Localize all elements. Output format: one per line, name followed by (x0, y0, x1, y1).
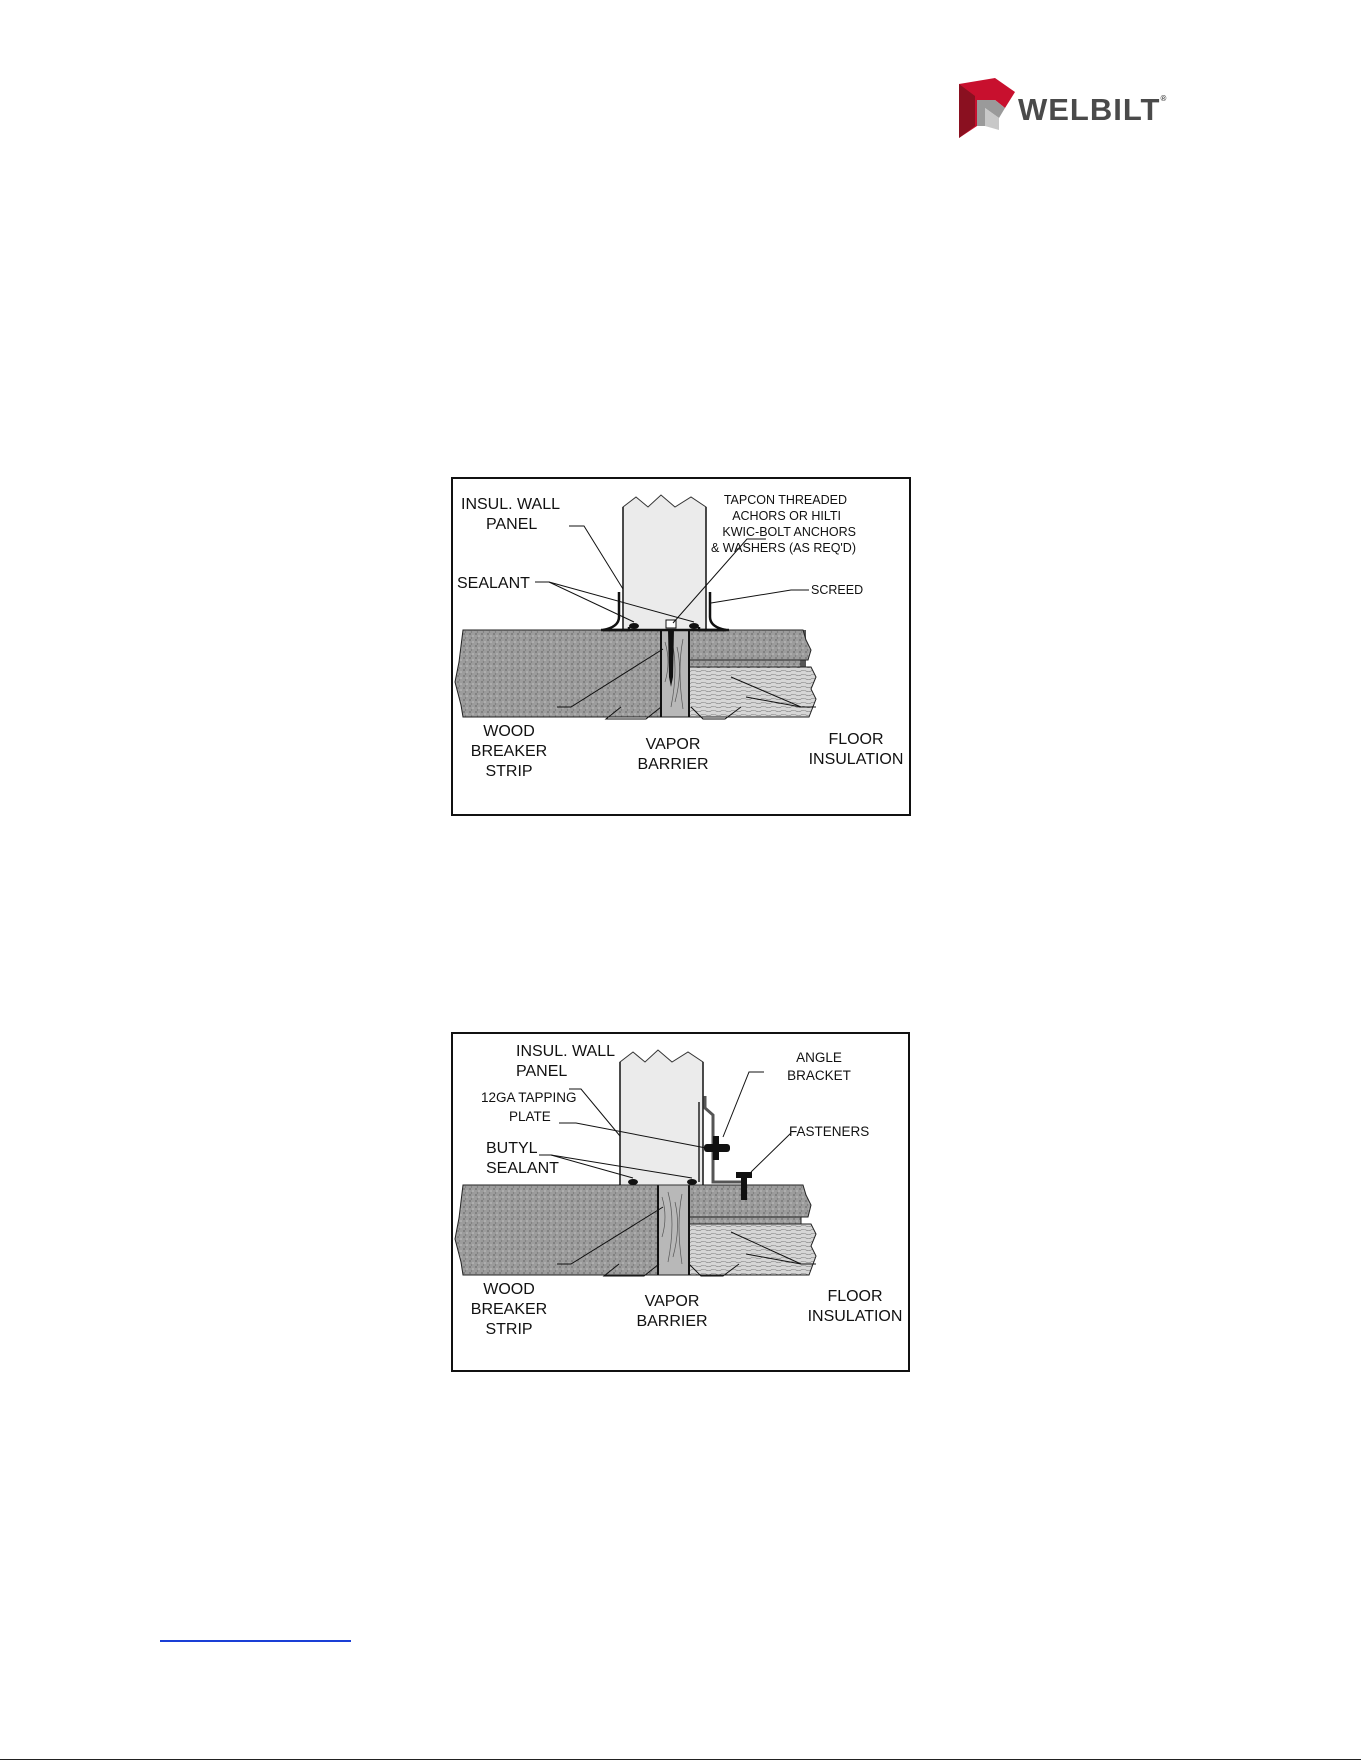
label-vapor: VAPOR (645, 736, 701, 753)
label-tapcon-1: TAPCON THREADED (723, 493, 847, 507)
label-strip: STRIP (485, 1321, 533, 1338)
label-sealant: SEALANT (486, 1160, 559, 1177)
label-floor: FLOOR (827, 1288, 883, 1305)
welbilt-wordmark: WELBILT® (1018, 92, 1167, 127)
label-insul-wall: INSUL. WALL (461, 496, 560, 513)
label-barrier: BARRIER (636, 1313, 708, 1330)
label-wood: WOOD (483, 1281, 535, 1298)
label-floor: FLOOR (828, 731, 884, 748)
label-tapping-plate-1: 12GA TAPPING (481, 1090, 577, 1105)
welbilt-logo-mark-icon (955, 78, 1015, 140)
label-tapcon-3: KWIC-BOLT ANCHORS (722, 525, 856, 539)
label-barrier: BARRIER (637, 756, 709, 773)
label-sealant: SEALANT (457, 575, 530, 592)
label-tapping-plate-2: PLATE (509, 1109, 551, 1124)
page-bottom-rule (0, 1759, 1361, 1760)
label-butyl: BUTYL (486, 1140, 538, 1157)
welbilt-logo (955, 78, 1180, 140)
label-strip: STRIP (485, 763, 533, 780)
label-insulation: INSULATION (808, 751, 904, 768)
label-panel: PANEL (486, 516, 538, 533)
label-breaker: BREAKER (470, 1301, 548, 1318)
label-fasteners: FASTENERS (789, 1124, 870, 1139)
label-wood: WOOD (483, 723, 535, 740)
label-panel: PANEL (516, 1063, 568, 1080)
label-insulation: INSULATION (807, 1308, 903, 1325)
label-bracket: BRACKET (787, 1068, 851, 1083)
footer-link-underline[interactable] (160, 1640, 351, 1642)
label-insul-wall: INSUL. WALL (516, 1043, 615, 1060)
label-tapcon-2: ACHORS OR HILTI (732, 509, 841, 523)
label-angle: ANGLE (796, 1050, 842, 1065)
label-breaker: BREAKER (470, 743, 548, 760)
label-vapor: VAPOR (644, 1293, 700, 1310)
angle-bracket-detail-diagram (451, 1032, 910, 1372)
label-tapcon-4: & WASHERS (AS REQ'D) (711, 541, 856, 555)
label-screed: SCREED (811, 583, 864, 597)
screed-anchor-detail-diagram (451, 477, 911, 816)
